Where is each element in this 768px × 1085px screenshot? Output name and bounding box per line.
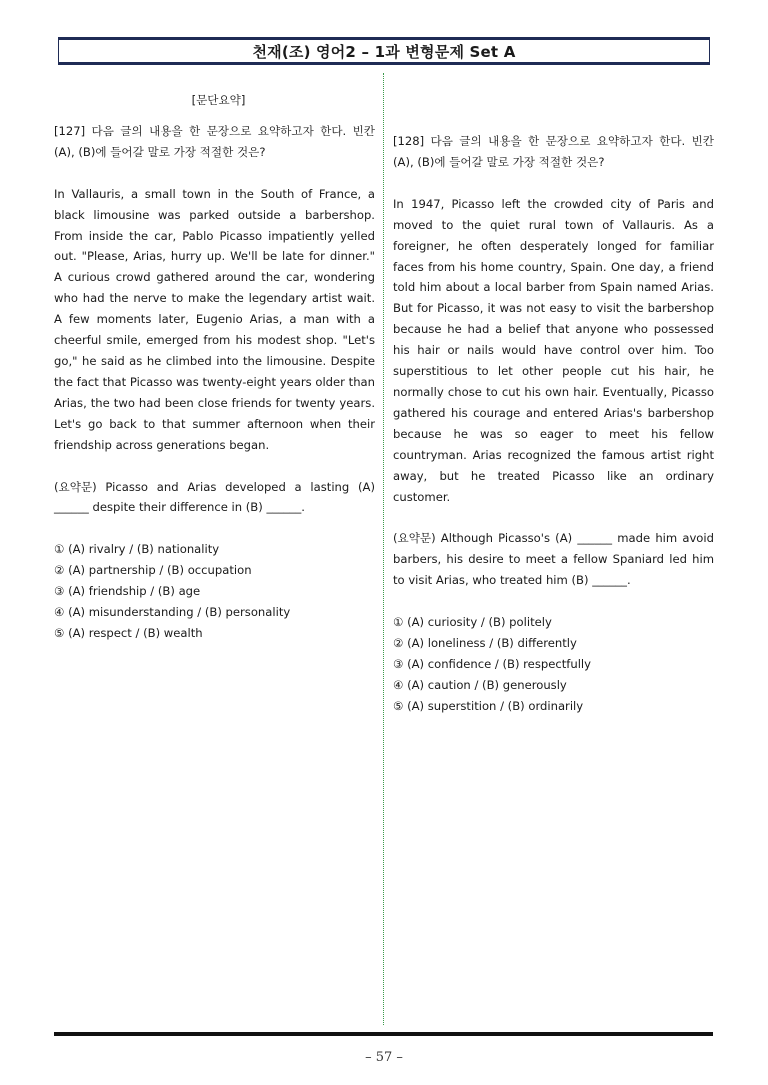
section-label: [문단요약] xyxy=(191,93,246,107)
choice-128-5: ⑤ (A) superstition / (B) ordinarily xyxy=(393,698,584,713)
passage-127: In Vallauris, a small town in the South of France, a black limousine was parked outside a barbershop. From inside the car, Pablo Picasso impatiently yelled out. "Please, Arias, hurry up. We'll be late for dinner." A curious crowd gathered around the car, wondering who had the nerve to make the legendary artist wait. A few moments later, Eugenio Arias, a man with a cheerful smile, emerged from his modest shop. "Let's go," he said as he climbed into the limousine. Despite the fact that Picasso was twenty-eight years older than Arias, the two had been close friends for twenty years. Let's go back to that summer afternoon when their friendship across generations began. xyxy=(54,186,375,452)
choice-128-1: ① (A) curiosity / (B) politely xyxy=(393,615,552,630)
choice-128-4: ④ (A) caution / (B) generously xyxy=(393,677,567,692)
summary-128: (요약문) Although Picasso's (A) ______ made him avoid barbers, his desire to meet a fellow Spaniard led him to visit Arias, who treated him (B) ______. xyxy=(393,531,714,588)
choice-127-1: ① (A) rivalry / (B) nationality xyxy=(54,542,220,557)
page-title: 천재(조) 영어2 – 1과 변형문제 Set A xyxy=(252,42,516,61)
choice-127-3: ③ (A) friendship / (B) age xyxy=(54,584,201,599)
choices-128 xyxy=(393,612,714,717)
left-column xyxy=(54,90,375,644)
summary-127: (요약문) Picasso and Arias developed a lasting (A) ______ despite their difference in (B) ______. xyxy=(54,479,375,515)
footer-rule xyxy=(54,1032,713,1036)
choice-127-5: ⑤ (A) respect / (B) wealth xyxy=(54,625,203,640)
header-box xyxy=(58,37,710,65)
question-127: [127] 다음 글의 내용을 한 문장으로 요약하고자 한다. 빈칸 (A), (B)에 들어갈 말로 가장 적절한 것은? xyxy=(54,123,375,159)
choice-127-4: ④ (A) misunderstanding / (B) personality xyxy=(54,605,291,620)
right-column xyxy=(393,131,714,717)
choice-127-2: ② (A) partnership / (B) occupation xyxy=(54,563,252,578)
choices-127 xyxy=(54,539,375,644)
column-divider xyxy=(383,73,384,1025)
passage-128: In 1947, Picasso left the crowded city of Paris and moved to the quiet rural town of Vallauris. As a foreigner, he often desperately longed for familiar faces from his home country, Spain. One day, a friend told him about a local barber from Spain named Arias. But for Picasso, it was not easy to visit the barbershop because he had a belief that anyone who possessed his hair or nails would have control over him. Too superstitious to let other people cut his hair, he normally chose to cut his own hair. Eventually, Picasso gathered his courage and entered Arias's barbershop because he was so eager to meet his fellow countryman. Arias recognized the famous artist right away, but he treated Picasso like an ordinary customer. xyxy=(393,196,714,504)
choice-128-3: ③ (A) confidence / (B) respectfully xyxy=(393,656,591,671)
choice-128-2: ② (A) loneliness / (B) differently xyxy=(393,636,577,651)
page-number: – 57 – xyxy=(365,1050,403,1065)
question-128: [128] 다음 글의 내용을 한 문장으로 요약하고자 한다. 빈칸 (A), (B)에 들어갈 말로 가장 적절한 것은? xyxy=(393,134,714,169)
